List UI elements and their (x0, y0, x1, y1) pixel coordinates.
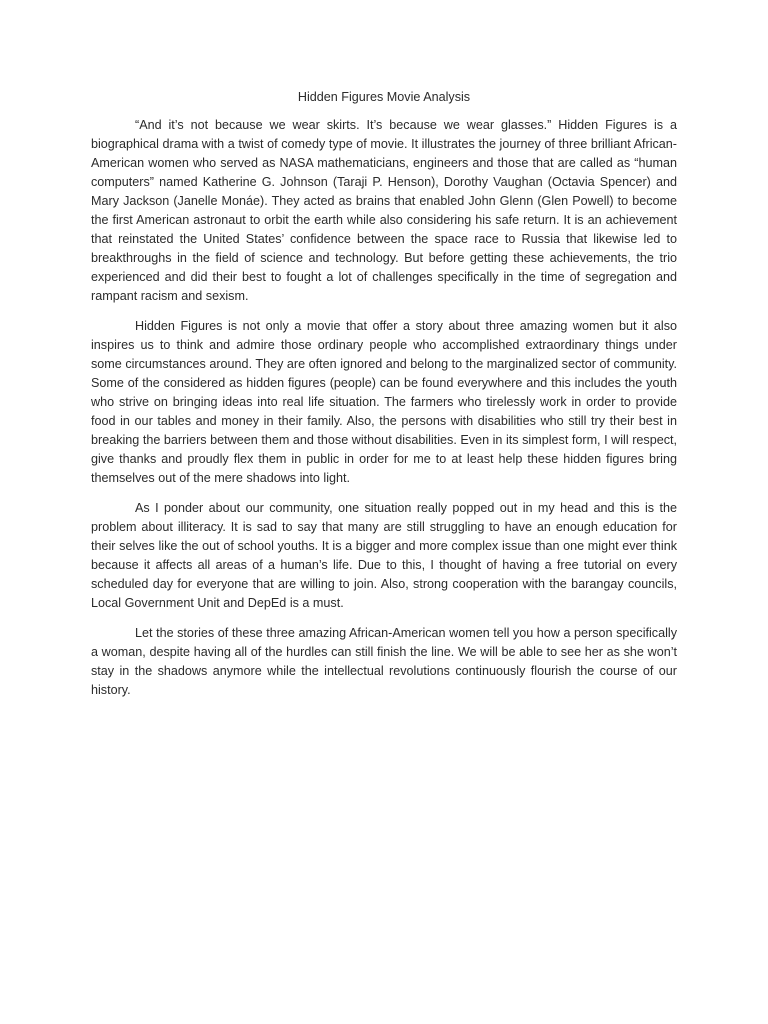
paragraph-2: Hidden Figures is not only a movie that offer a story about three amazing women but it also inspires us to think and admire those ordinary people who accomplished extraordinary things under some circumstances around. They are often ignored and belong to the marginalized sector of community. Some of the considered as hidden figures (people) can be found everywhere and this includes the youth who strive on bringing ideas into real life situation. The farmers who tirelessly work in order to provide food in our tables and money in their family. Also, the persons with disabilities who still try their best in breaking the barriers between them and those without disabilities. Even in its simplest form, I will respect, give thanks and proudly flex them in public in order for me to at least help these hidden figures bring themselves out of the mere shadows into light. (91, 319, 677, 485)
paragraph-3: As I ponder about our community, one situation really popped out in my head and this is the problem about illiteracy. It is sad to say that many are still struggling to have an enough education for their selves like the out of school youths. It is a bigger and more complex issue than one might ever think because it affects all areas of a human’s life. Due to this, I thought of having a free tutorial on every scheduled day for everyone that are willing to join. Also, strong cooperation with the barangay councils, Local Government Unit and DepEd is a must. (91, 501, 677, 610)
paragraph-1: “And it’s not because we wear skirts. It’s because we wear glasses.” Hidden Figures is a biographical drama with a twist of comedy type of movie. It illustrates the journey of three brilliant African-American women who served as NASA mathematicians, engineers and those that are called as “human computers” named Katherine G. Johnson (Taraji P. Henson), Dorothy Vaughan (Octavia Spencer) and Mary Jackson (Janelle Monáe). They acted as brains that enabled John Glenn (Glen Powell) to become the first American astronaut to orbit the earth while also considering his safe return. It is an achievement that reinstated the United States’ confidence between the space race to Russia that likewise led to breakthroughs in the field of science and technology. But before getting these achievements, the trio experienced and did their best to fought a lot of challenges specifically in the time of segregation and rampant racism and sexism. (91, 118, 677, 303)
document-page (91, 88, 677, 711)
document-title: Hidden Figures Movie Analysis (297, 90, 471, 104)
paragraph-4: Let the stories of these three amazing African-American women tell you how a person specifically a woman, despite having all of the hurdles can still finish the line. We will be able to see her as she won’t stay in the shadows anymore while the intellectual revolutions continuously flourish the course of our history. (91, 626, 677, 697)
